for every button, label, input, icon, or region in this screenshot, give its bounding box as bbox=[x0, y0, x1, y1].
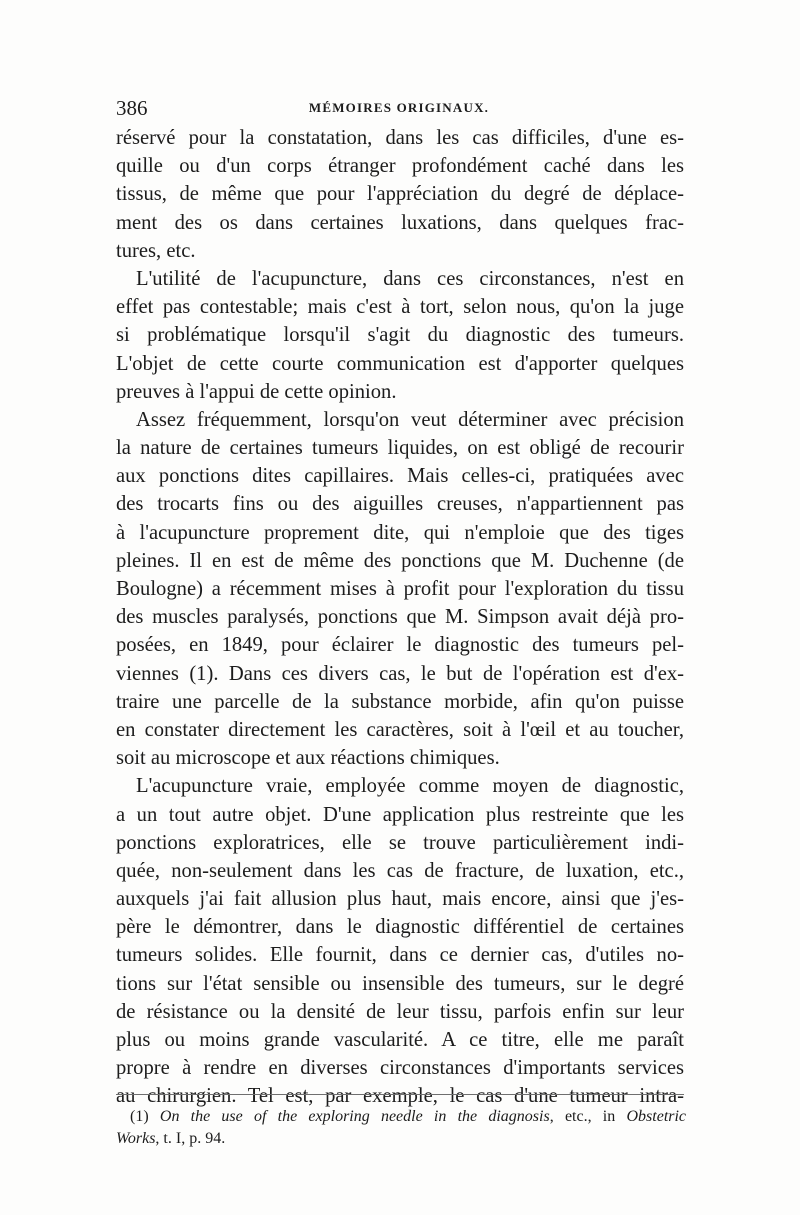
text-line: traire une parcelle de la substance morbide, afin qu'on puisse bbox=[116, 690, 684, 713]
text-line: au chirurgien. Tel est, par exemple, le cas d'une tumeur intra- bbox=[116, 1085, 684, 1108]
footnote-citation: , t. I, p. 94. bbox=[155, 1130, 226, 1147]
text-line: si problématique lorsqu'il s'agit du diagnostic des tumeurs. bbox=[116, 324, 684, 347]
footnote-journal: Obstetric bbox=[626, 1108, 686, 1125]
text-line: Boulogne) a récemment mises à profit pour l'exploration du tissu bbox=[116, 578, 684, 600]
text-line: tions sur l'état sensible ou insensible des tumeurs, sur le degré bbox=[116, 972, 684, 995]
text-line: à l'acupuncture proprement dite, qui n'emploie que des tiges bbox=[116, 521, 684, 544]
text-line: la nature de certaines tumeurs liquides, on est obligé de recourir bbox=[116, 437, 684, 460]
footnote bbox=[116, 1106, 686, 1150]
footnote-line-1 bbox=[116, 1106, 686, 1128]
text-line: réservé pour la constatation, dans les cas difficiles, d'une es- bbox=[116, 127, 684, 149]
text-line: propre à rendre en diverses circonstances d'importants services bbox=[116, 1057, 684, 1080]
text-line: viennes (1). Dans ces divers cas, le but de l'opération est d'ex- bbox=[116, 662, 684, 685]
footnote-middle: , etc., in bbox=[549, 1108, 627, 1125]
text-line: des trocarts fins ou des aiguilles creuses, n'appartiennent pas bbox=[116, 493, 684, 516]
text-line: plus ou moins grande vascularité. A ce titre, elle me paraît bbox=[116, 1029, 684, 1051]
text-line: L'utilité de l'acupuncture, dans ces circonstances, n'est en bbox=[136, 267, 684, 290]
text-line: soit au microscope et aux réactions chimiques. bbox=[116, 747, 500, 770]
text-line: L'acupuncture vraie, employée comme moyen de diagnostic, bbox=[136, 775, 684, 798]
text-line: a un tout autre objet. D'une application plus restreinte que les bbox=[116, 803, 684, 826]
text-line: quille ou d'un corps étranger profondément caché dans les bbox=[116, 155, 684, 178]
text-line: des muscles paralysés, ponctions que M. Simpson avait déjà pro- bbox=[116, 606, 684, 629]
text-line: père le démontrer, dans le diagnostic différentiel de certaines bbox=[116, 916, 684, 939]
text-line: tures, etc. bbox=[116, 239, 196, 262]
text-line: auxquels j'ai fait allusion plus haut, mais encore, ainsi que j'es- bbox=[116, 888, 684, 911]
running-title: MÉMOIRES ORIGINAUX. bbox=[308, 100, 490, 115]
footnote-works: Works bbox=[116, 1130, 156, 1147]
footnote-marker: (1) bbox=[130, 1108, 149, 1125]
text-line: tissus, de même que pour l'appréciation du degré de déplace- bbox=[116, 183, 684, 206]
text-line: pleines. Il en est de même des ponctions que M. Duchenne (de bbox=[116, 549, 684, 572]
text-line: posées, en 1849, pour éclairer le diagnostic des tumeurs pel- bbox=[116, 634, 684, 657]
text-line: L'objet de cette courte communication est d'apporter quelques bbox=[116, 352, 684, 375]
body-text bbox=[116, 124, 684, 1111]
text-line: en constater directement les caractères, soit à l'œil et au toucher, bbox=[116, 718, 684, 741]
running-head bbox=[116, 96, 682, 126]
text-line: preuves à l'appui de cette opinion. bbox=[116, 380, 397, 403]
footnote-divider bbox=[116, 1094, 684, 1095]
text-line: effet pas contestable; mais c'est à tort, selon nous, qu'on la juge bbox=[116, 296, 684, 319]
text-line: ponctions exploratrices, elle se trouve particulièrement indi- bbox=[116, 831, 684, 854]
footnote-title: On the use of the exploring needle in the diagnosis bbox=[159, 1108, 550, 1125]
page-number: 386 bbox=[116, 96, 148, 120]
text-line: quée, non-seulement dans les cas de fracture, de luxation, etc., bbox=[116, 859, 684, 882]
text-line: tumeurs solides. Elle fournit, dans ce dernier cas, d'utiles no- bbox=[116, 944, 684, 967]
text-line: aux ponctions dites capillaires. Mais celles-ci, pratiquées avec bbox=[116, 465, 684, 488]
text-line: Assez fréquemment, lorsqu'on veut déterminer avec précision bbox=[136, 408, 684, 431]
text-line: de résistance ou la densité de leur tissu, parfois enfin sur leur bbox=[116, 1000, 684, 1023]
footnote-line-2 bbox=[116, 1128, 686, 1150]
text-line: ment des os dans certaines luxations, dans quelques frac- bbox=[116, 211, 684, 234]
